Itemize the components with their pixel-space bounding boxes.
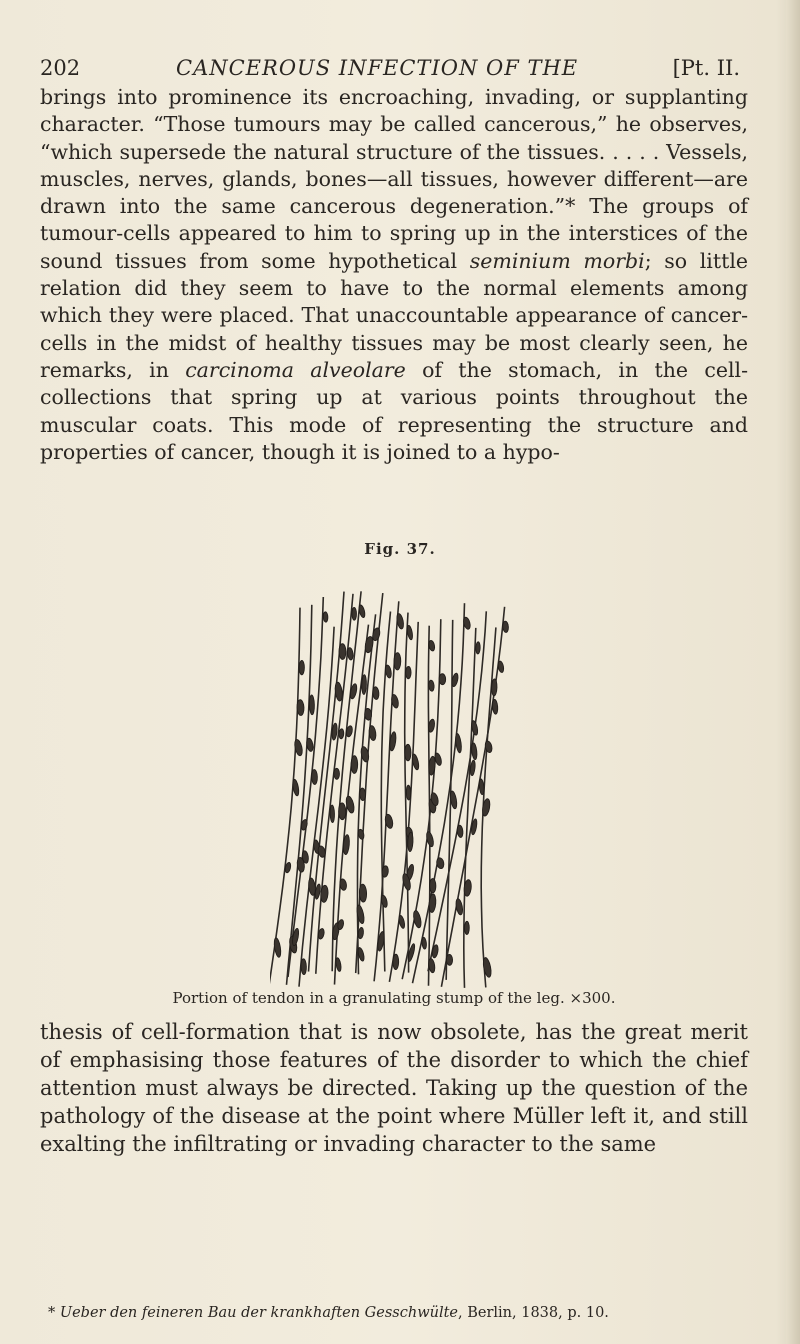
fiber-line bbox=[299, 627, 334, 987]
cell-nucleus bbox=[309, 695, 315, 715]
cell-nucleus bbox=[482, 957, 493, 978]
cell-nucleus bbox=[330, 805, 335, 823]
caption-text: Portion of tendon in a granulating stump of the leg. bbox=[172, 989, 565, 1007]
cell-nucleus bbox=[364, 636, 374, 653]
cell-nucleus bbox=[428, 680, 434, 692]
cell-nucleus bbox=[347, 647, 354, 660]
cell-nucleus bbox=[455, 898, 464, 915]
cell-nucleus bbox=[464, 921, 469, 934]
paragraph-text: ; so little relation did they seem to have to the normal elements among which they were placed. That unaccountable appearance of cancer-cells in the midst of healthy tissues may be most clearly seen, he remarks, in bbox=[40, 248, 749, 382]
cell-nucleus bbox=[372, 686, 379, 699]
running-header bbox=[40, 56, 740, 86]
paragraph-text: brings into prominence its encroaching, invading, or supplanting character. “Those tumours may be called cancerous,” he observes, “which supersede the natural structure of the tissues. . . . . Vessels, muscles, nerves, glands, bones—all tissues, however different—are drawn into the same cancerous degeneration.”* The groups of tumour-cells appeared to him to spring up in the interstices of the sound tissues from some hypothetical bbox=[40, 85, 748, 273]
cell-nucleus bbox=[446, 954, 453, 965]
cell-nucleus bbox=[430, 878, 437, 893]
page-number: 202 bbox=[40, 56, 81, 80]
cell-nucleus bbox=[393, 954, 399, 969]
cell-nucleus bbox=[335, 957, 342, 971]
cell-nucleus bbox=[439, 674, 446, 685]
italic-term: seminium morbi bbox=[469, 248, 645, 273]
cell-nucleus bbox=[455, 733, 463, 753]
running-title: CANCEROUS INFECTION OF THE bbox=[176, 56, 579, 80]
cell-nucleus bbox=[362, 675, 367, 695]
cell-nucleus bbox=[479, 779, 485, 795]
cell-nucleus bbox=[352, 607, 357, 620]
cell-nucleus bbox=[394, 653, 401, 670]
footnote-title: Ueber den feineren Bau der krankhaften Gesschwülte bbox=[59, 1305, 458, 1321]
cell-nucleus bbox=[406, 666, 412, 678]
cell-nucleus bbox=[273, 937, 282, 957]
body-paragraph-2: thesis of cell-formation that is now obsolete, has the great merit of emphasising those features of the disorder to which the chief attention must always be directed. Taking up the question of the pathology of the disease at the point where Müller left it, and still exalting the infiltrating or invading character to the same bbox=[40, 1020, 748, 1156]
cell-nucleus bbox=[338, 803, 346, 820]
cell-nucleus bbox=[334, 768, 340, 779]
body-paragraph-1 bbox=[40, 84, 748, 466]
cell-nucleus bbox=[471, 743, 478, 760]
cell-nucleus bbox=[421, 937, 427, 949]
cell-nucleus bbox=[359, 788, 365, 801]
cell-nucleus bbox=[405, 744, 411, 761]
cell-nucleus bbox=[492, 699, 498, 714]
part-marker: [Pt. II. bbox=[672, 56, 740, 80]
cell-nucleus bbox=[406, 785, 411, 800]
cell-nucleus bbox=[457, 825, 464, 838]
magnification: ×300. bbox=[569, 989, 616, 1007]
cell-nucleus bbox=[323, 612, 328, 623]
cell-nucleus bbox=[339, 729, 344, 739]
cell-nucleus bbox=[311, 769, 317, 784]
cell-nucleus bbox=[502, 621, 508, 633]
cell-nucleus bbox=[301, 959, 307, 975]
cell-nucleus bbox=[351, 756, 358, 774]
figure-label: Fig. 37. bbox=[364, 540, 436, 558]
footnote-marker: * bbox=[48, 1305, 56, 1321]
cell-nucleus bbox=[398, 915, 406, 929]
cell-nucleus bbox=[476, 642, 481, 654]
tendon-illustration bbox=[270, 568, 550, 1008]
footnote-citation: , Berlin, 1838, p. 10. bbox=[458, 1305, 609, 1321]
page-edge bbox=[786, 0, 800, 1344]
cell-nucleus bbox=[299, 660, 304, 674]
italic-term: carcinoma alveolare bbox=[185, 357, 406, 382]
cell-nucleus bbox=[497, 661, 504, 673]
footnote bbox=[48, 1305, 748, 1321]
cell-nucleus bbox=[339, 644, 346, 660]
paragraph-text: of the stomach, in the cell-collections that spring up at various points throughout the muscular coats. This mode of representing the structure and properties of cancer, though it is joined to a hypo- bbox=[40, 357, 748, 464]
figure-caption bbox=[40, 989, 748, 1007]
cell-nucleus bbox=[491, 679, 497, 696]
